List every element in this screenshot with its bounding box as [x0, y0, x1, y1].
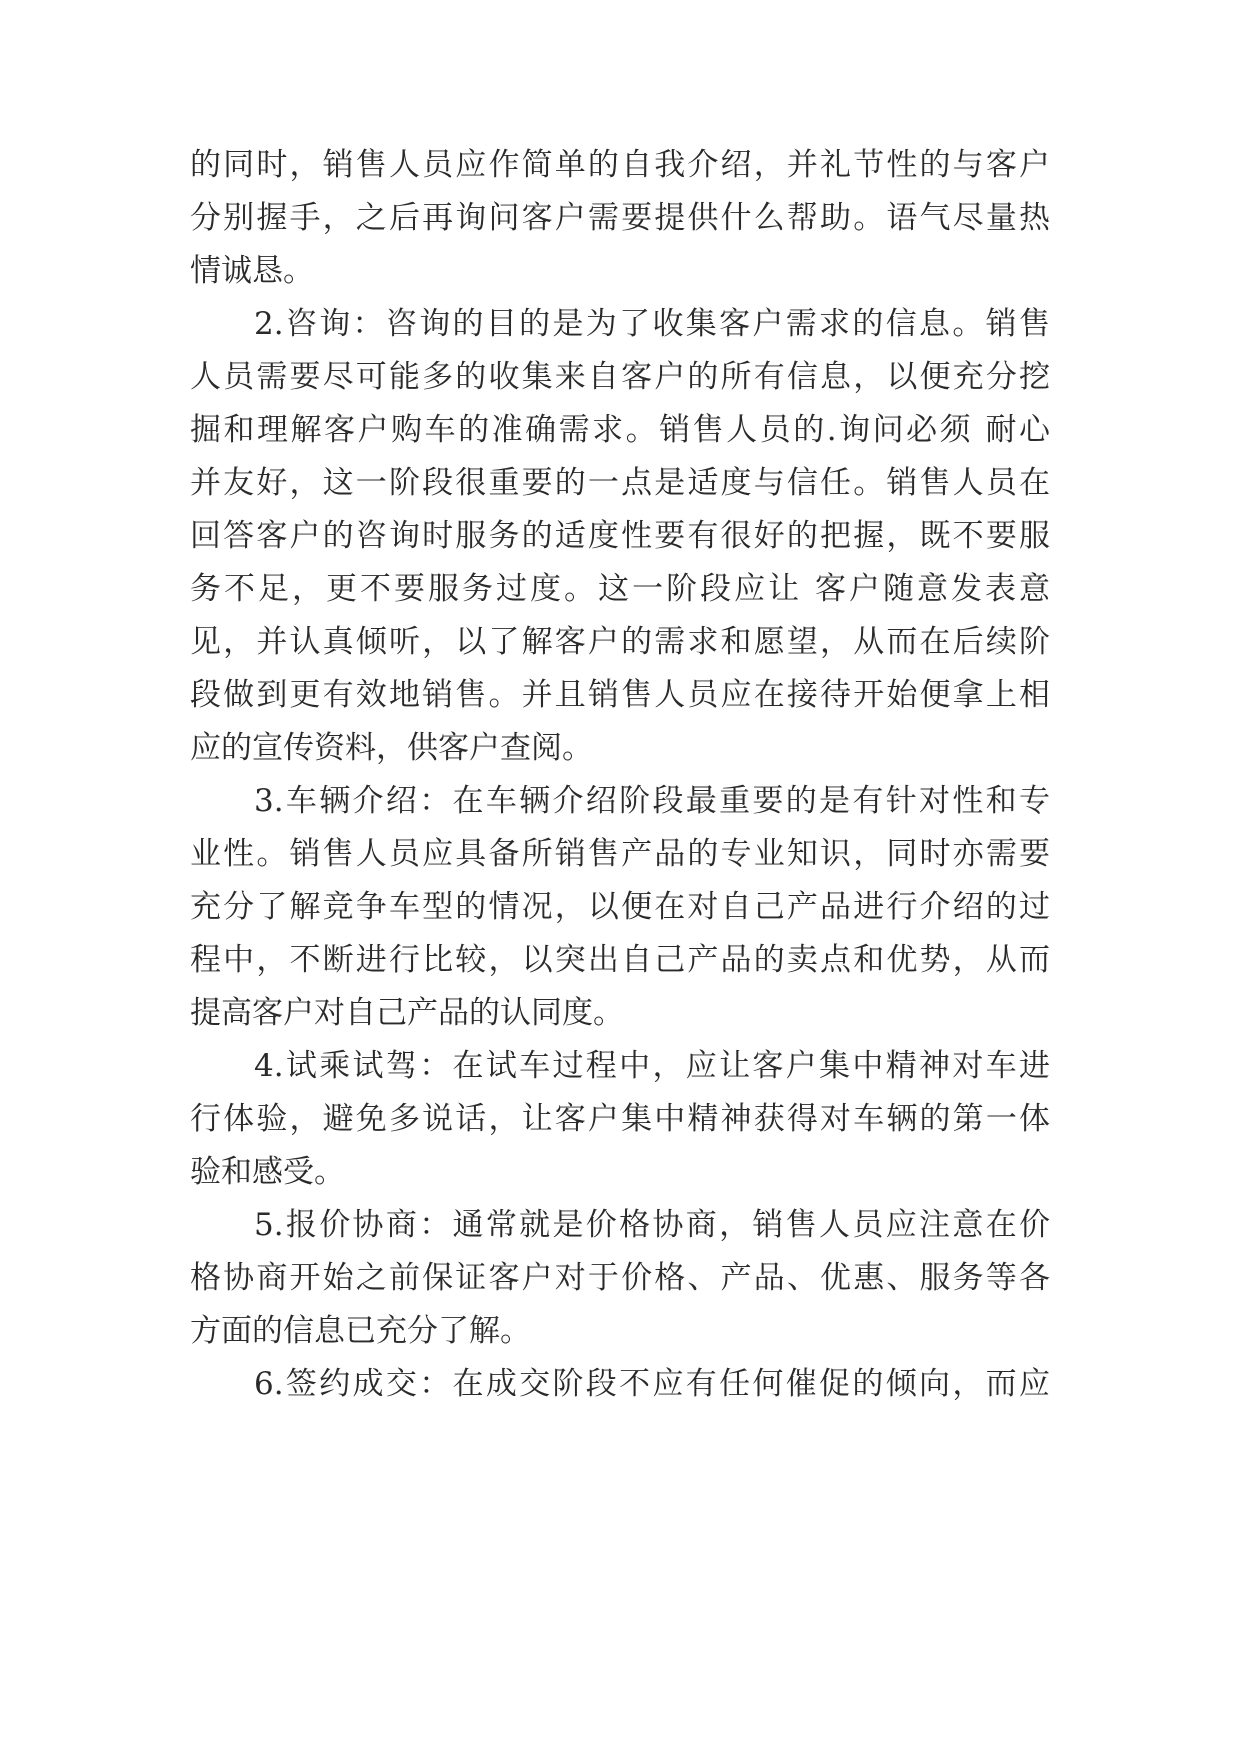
text-line: 分别握手，之后再询问客户需要提供什么帮助。语气尽量热 [190, 200, 1050, 236]
text-line: 情诚恳。 [190, 253, 314, 289]
text-line: 提高客户对自己产品的认同度。 [190, 995, 624, 1031]
text-line: 程中，不断进行比较，以突出自己产品的卖点和优势，从而 [190, 942, 1050, 978]
text-line: 掘和理解客户购车的准确需求。销售人员的.询问必须 耐心 [190, 412, 1050, 448]
text-line: 行体验，避免多说话，让客户集中精神获得对车辆的第一体 [190, 1101, 1050, 1137]
text-line: 并友好，这一阶段很重要的一点是适度与信任。销售人员在 [190, 465, 1050, 501]
paragraph-first-line: 3.车辆介绍：在车辆介绍阶段最重要的是有针对性和专 [254, 783, 1050, 819]
paragraph-first-line: 6.签约成交：在成交阶段不应有任何催促的倾向，而应 [254, 1366, 1050, 1402]
text-line: 验和感受。 [190, 1154, 345, 1190]
paragraph-first-line: 2.咨询：咨询的目的是为了收集客户需求的信息。销售 [254, 306, 1050, 342]
text-line: 方面的信息已充分了解。 [190, 1313, 531, 1349]
paragraph-first-line: 4.试乘试驾：在试车过程中，应让客户集中精神对车进 [254, 1048, 1050, 1084]
text-line: 见，并认真倾听，以了解客户的需求和愿望，从而在后续阶 [190, 624, 1050, 660]
text-line: 回答客户的咨询时服务的适度性要有很好的把握，既不要服 [190, 518, 1050, 554]
text-line: 务不足，更不要服务过度。这一阶段应让 客户随意发表意 [190, 571, 1050, 607]
text-line: 业性。销售人员应具备所销售产品的专业知识，同时亦需要 [190, 836, 1050, 872]
text-line: 应的宣传资料，供客户查阅。 [190, 730, 593, 766]
text-line: 的同时，销售人员应作简单的自我介绍，并礼节性的与客户 [190, 147, 1050, 183]
text-line: 充分了解竞争车型的情况，以便在对自己产品进行介绍的过 [190, 889, 1050, 925]
text-line: 人员需要尽可能多的收集来自客户的所有信息，以便充分挖 [190, 359, 1050, 395]
paragraph-first-line: 5.报价协商：通常就是价格协商，销售人员应注意在价 [254, 1207, 1050, 1243]
text-line: 段做到更有效地销售。并且销售人员应在接待开始便拿上相 [190, 677, 1050, 713]
text-line: 格协商开始之前保证客户对于价格、产品、优惠、服务等各 [190, 1260, 1050, 1296]
